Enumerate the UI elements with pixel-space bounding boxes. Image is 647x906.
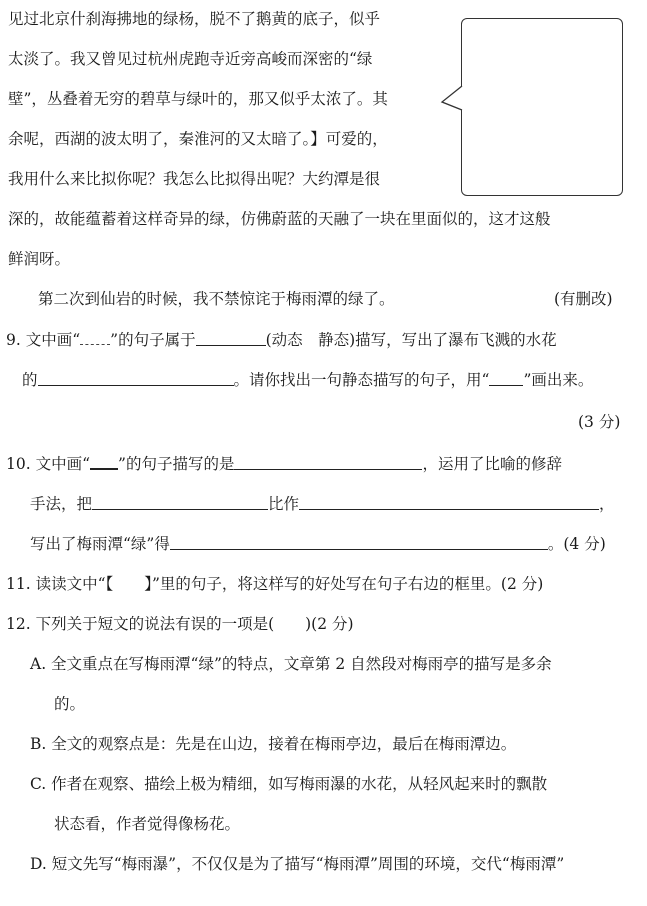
q10-text: ，运用了比喻的修辞 — [422, 455, 562, 473]
q9-blank-2[interactable] — [38, 369, 234, 386]
question-10-cont — [30, 532, 606, 556]
q9-blank-1[interactable] — [196, 329, 266, 346]
option-b[interactable]: B. 全文的观察点是：先是在山边，接着在梅雨亭边，最后在梅雨潭边。 — [30, 735, 517, 753]
q10-blank-2[interactable] — [92, 493, 268, 510]
q9-text: ”的句子属于 — [110, 331, 196, 349]
passage-line: 我用什么来比拟你呢？我怎么比拟得出呢？大约潭是很 — [8, 170, 381, 188]
double-line-sample — [90, 456, 118, 470]
q10-text: 比作 — [268, 495, 300, 513]
q9-text: ”画出来。 — [523, 371, 594, 389]
answer-box[interactable] — [461, 18, 623, 196]
wavy-line-sample — [80, 330, 110, 345]
option-c[interactable]: C. 作者在观察、描绘上极为精细，如写梅雨瀑的水花，从轻风起来时的飘散 — [30, 775, 548, 793]
q9-text: 。请你找出一句静态描写的句子，用“ — [233, 371, 490, 389]
passage-line: 深的，故能蕴蓄着这样奇异的绿，仿佛蔚蓝的天融了一块在里面似的，这才这般 — [8, 210, 551, 228]
option-a[interactable]: A. 全文重点在写梅雨潭“绿”的特点，文章第 2 自然段对梅雨亭的描写是多余 — [30, 655, 552, 673]
passage-line: 余呢，西湖的波太明了，秦淮河的又太暗了。】可爱的， — [8, 130, 388, 148]
q9-text: (动态 静态)描写，写出了瀑布飞溅的水花 — [265, 331, 557, 349]
question-9-cont — [22, 368, 593, 392]
underline-sample — [489, 373, 523, 386]
passage-line: 壁”，丛叠着无穷的碧草与绿叶的，那又似乎太浓了。其 — [8, 90, 388, 108]
q10-text: 。(4 分) — [547, 535, 606, 553]
passage-line: 第二次到仙岩的时候，我不禁惊诧于梅雨潭的绿了。 — [38, 290, 395, 308]
question-10 — [6, 452, 562, 476]
q10-text: 写出了梅雨潭“绿”得 — [30, 535, 170, 553]
answer-box-pointer — [440, 80, 464, 120]
q9-score: (3 分) — [578, 413, 621, 431]
q10-text: ， — [599, 495, 615, 513]
question-10-cont — [30, 492, 615, 516]
option-c-cont: 状态看，作者觉得像杨花。 — [54, 815, 241, 833]
q10-text: ”的句子描写的是 — [118, 455, 235, 473]
q10-blank-3[interactable] — [299, 493, 599, 510]
question-11: 11. 读读文中“【 】”里的句子，将这样写的好处写在句子右边的框里。(2 分) — [6, 575, 544, 593]
source-note: (有删改) — [554, 290, 613, 308]
passage-line: 见过北京什刹海拂地的绿杨，脱不了鹅黄的底子，似乎 — [8, 10, 381, 28]
q10-text: 10. 文中画“ — [6, 455, 91, 473]
q10-text: 手法，把 — [30, 495, 93, 513]
q9-text: 的 — [22, 371, 38, 389]
q9-text: 9. 文中画“ — [6, 331, 81, 349]
option-a-cont: 的。 — [54, 695, 86, 713]
passage-line: 鲜润呀。 — [8, 250, 71, 268]
question-12: 12. 下列关于短文的说法有误的一项是( )(2 分) — [6, 615, 354, 633]
q10-blank-4[interactable] — [170, 533, 548, 550]
option-d[interactable]: D. 短文先写“梅雨瀑”，不仅仅是为了描写“梅雨潭”周围的环境，交代“梅雨潭” — [30, 855, 565, 873]
question-9 — [6, 328, 557, 352]
passage-line: 太淡了。我又曾见过杭州虎跑寺近旁高峻而深密的“绿 — [8, 50, 373, 68]
q10-blank-1[interactable] — [234, 453, 422, 470]
